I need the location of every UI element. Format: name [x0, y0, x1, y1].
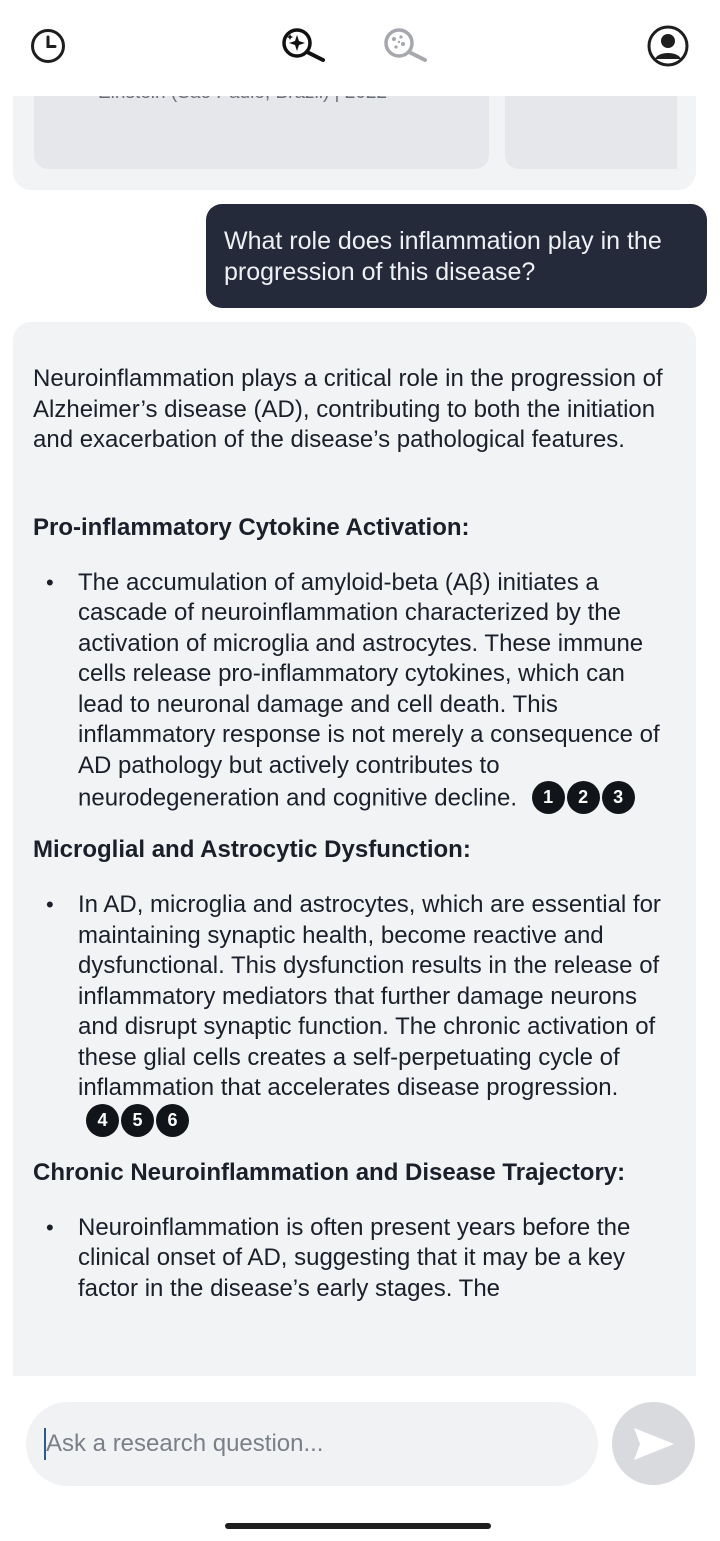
citation-group — [86, 1104, 191, 1137]
bullet-item — [33, 568, 673, 815]
citation-badge[interactable]: 1 — [532, 781, 565, 814]
answer-card — [13, 322, 696, 1422]
citation-badge[interactable]: 2 — [567, 781, 600, 814]
citation-badge[interactable]: 6 — [156, 1104, 189, 1137]
conversation-scroll-area[interactable] — [0, 96, 720, 1376]
bullet-icon: • — [46, 892, 54, 917]
bullet-icon: • — [46, 569, 54, 595]
bullet-text: Neuroinflammation is often present years before the clinical onset of AD, suggesting that it may be a key factor in the disease’s early stages. The — [78, 1213, 631, 1302]
research-question-input[interactable] — [26, 1402, 598, 1486]
top-nav-bar — [0, 0, 720, 96]
user-circle-icon[interactable] — [646, 24, 690, 68]
bullet-text: In AD, microglia and astrocytes, which are essential for maintaining synaptic health, become reactive and dysfunctional. This dysfunction results in the release of inflammatory mediators that further damage neurons and disrupt synaptic function. The chronic activation of these glial cells creates a self-perpetuating cycle of inflammation that accelerates disease progression. — [78, 891, 661, 1101]
citation-badge[interactable]: 4 — [86, 1104, 119, 1137]
citation-group — [532, 781, 637, 814]
section-heading: Chronic Neuroinflammation and Disease Trajectory: — [33, 1158, 626, 1186]
send-arrow-icon — [632, 1425, 676, 1463]
composer-bar — [0, 1376, 720, 1541]
section-heading: Microglial and Astrocytic Dysfunction: — [33, 836, 471, 863]
answer-intro: Neuroinflammation plays a critical role in the progression of Alzheimer’s disease (AD), contributing to both the initiation and exacerbation of the disease’s pathological features. — [33, 365, 663, 453]
clock-icon[interactable] — [26, 24, 70, 68]
bullet-item — [33, 890, 673, 1137]
sparkle-search-icon[interactable] — [278, 24, 334, 68]
text-caret — [44, 1428, 46, 1460]
answer-body — [33, 364, 673, 1304]
particle-search-icon[interactable] — [380, 24, 436, 68]
user-message-bubble: What role does inflammation play in the progression of this disease? — [206, 204, 707, 308]
citation-badge[interactable]: 5 — [121, 1104, 154, 1137]
section-heading: Pro-inflammatory Cytokine Activation: — [33, 513, 470, 541]
citation-badge[interactable]: 3 — [602, 781, 635, 814]
send-button[interactable] — [612, 1402, 695, 1485]
bullet-item — [33, 1213, 673, 1305]
home-indicator[interactable] — [225, 1523, 491, 1529]
bullet-text: The accumulation of amyloid-beta (Aβ) initiates a cascade of neuroinflammation characterized by the activation of microglia and astrocytes. These immune cells release pro-inflammatory cytokines, which can lead to neuronal damage and cell death. This inflammatory response is not merely a consequence of AD pathology but actively contributes to neurodegeneration and cognitive decline. — [78, 568, 660, 812]
bullet-icon: • — [46, 1214, 54, 1240]
